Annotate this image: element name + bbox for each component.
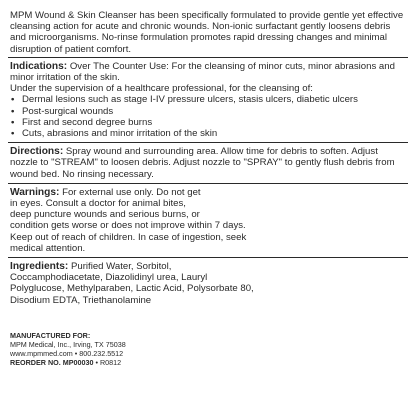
warnings-section [8, 184, 408, 257]
ingredients-line [10, 261, 408, 272]
manufacturer-block [8, 309, 408, 367]
list-item-text: Dermal lesions such as stage I-IV pressure ulcers, stasis ulcers, diabetic ulcers [22, 94, 358, 106]
product-label [8, 4, 408, 410]
intro-paragraph: MPM Wound & Skin Cleanser has been specifically formulated to provide gentle yet effective cleansing action for acute and chronic wounds. Non-ionic surfactant gently loosens debris and microorganisms. No-rinse formulation promotes rapid dressing changes and minimal disruption of patient comfort. [10, 10, 404, 55]
ingredients-section [8, 258, 408, 309]
bullet-icon: • [11, 116, 15, 128]
warnings-line [10, 187, 408, 198]
warnings-line: deep puncture wounds and serious burns, or [10, 209, 200, 221]
ingredients-text: Purified Water, Sorbitol, [68, 261, 172, 273]
ingredients-line: Disodium EDTA, Triethanolamine [10, 294, 152, 306]
warnings-heading: Warnings: [10, 186, 60, 198]
list-item-text: First and second degree burns [22, 116, 153, 128]
manufacturer-address: MPM Medical, Inc., Irving, TX 75038 [10, 339, 126, 349]
indications-paragraph [10, 61, 408, 83]
bullet-icon: • [11, 94, 15, 106]
indications-list [10, 94, 408, 139]
list-item [10, 106, 408, 117]
warnings-text: For external use only. Do not get [59, 186, 201, 198]
warnings-line: condition gets worse or does not improve within 7 days. [10, 220, 246, 232]
indications-section [8, 58, 408, 142]
reorder-number: REORDER NO. MP00030 [10, 357, 94, 367]
directions-text: Spray wound and surrounding area. Allow time for debris to soften. Adjust nozzle to "STREAM" to loosen debris. Adjust nozzle to "SPRAY" to gently flush debris from wound bed. No rinsing necessary. [10, 146, 395, 180]
warnings-line: medical attention. [10, 242, 86, 254]
warnings-line: in eyes. Consult a doctor for animal bites, [10, 198, 186, 210]
bullet-icon: • [11, 128, 15, 140]
directions-heading: Directions: [10, 146, 64, 158]
list-item [10, 94, 408, 105]
manufacturer-contact: www.mpmmed.com • 800.232.5512 [10, 348, 124, 358]
directions-section [8, 143, 408, 183]
list-item-text: Post-surgical wounds [22, 105, 114, 117]
list-item [10, 117, 408, 128]
ingredients-heading: Ingredients: [10, 261, 69, 273]
warnings-line: Keep out of reach of children. In case of ingestion, seek [10, 231, 247, 243]
bullet-icon: • [11, 105, 15, 117]
indications-heading: Indications: [10, 60, 68, 72]
supervision-text: Under the supervision of a healthcare professional, for the cleansing of: [10, 83, 313, 95]
list-item [10, 128, 408, 139]
ingredients-line: Coccamphodiacetate, Diazolidinyl urea, Lauryl [10, 272, 208, 284]
manufacturer-heading: MANUFACTURED FOR: [10, 330, 91, 340]
list-item-text: Cuts, abrasions and minor irritation of the skin [22, 128, 218, 140]
indications-text: Over The Counter Use: For the cleansing of minor cuts, minor abrasions and minor irritation of the skin. [10, 60, 395, 84]
ingredients-line: Polyglucose, Methylparaben, Lactic Acid, Polysorbate 80, [10, 283, 254, 295]
reorder-line [10, 358, 408, 367]
revision-code: • R0812 [93, 357, 122, 367]
